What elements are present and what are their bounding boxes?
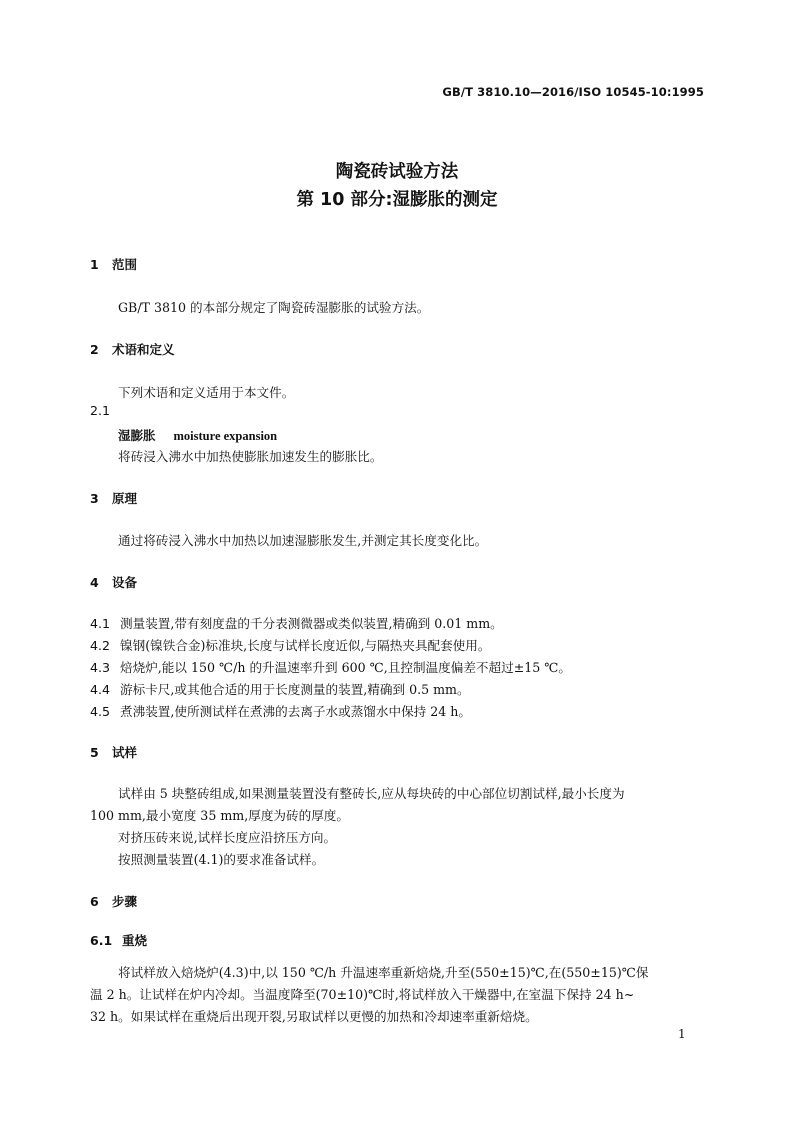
item-number: 4.5 xyxy=(90,704,111,719)
subsection-number: 6.1 xyxy=(90,933,113,948)
item-text: 测量装置,带有刻度盘的千分表测微器或类似装置,精确到 0.01 mm。 xyxy=(120,616,503,631)
document-subtitle: 第 10 部分:湿膨胀的测定 xyxy=(296,190,498,210)
section-title: 原理 xyxy=(112,491,138,506)
section-title: 步骤 xyxy=(112,894,138,909)
section-number: 1 xyxy=(90,257,99,272)
page-number: 1 xyxy=(678,1027,686,1041)
section-1-heading xyxy=(90,255,137,273)
paragraph: GB/T 3810 的本部分规定了陶瓷砖湿膨胀的试验方法。 xyxy=(118,300,430,315)
subsection-title: 重烧 xyxy=(122,933,148,948)
section-title: 试样 xyxy=(112,745,138,760)
section-6-heading xyxy=(90,892,137,910)
section-number: 2 xyxy=(90,342,99,357)
paragraph: 通过将砖浸入沸水中加热以加速湿膨胀发生,并测定其长度变化比。 xyxy=(118,533,488,548)
standard-code: GB/T 3810.10—2016/ISO 10545-10:1995 xyxy=(442,85,704,99)
section-2-heading xyxy=(90,340,175,358)
list-item xyxy=(90,679,470,698)
paragraph: 对挤压砖来说,试样长度应沿挤压方向。 xyxy=(118,830,337,845)
term-chinese: 湿膨胀 xyxy=(118,428,156,443)
paragraph-line: 试样由 5 块整砖组成,如果测量装置没有整砖长,应从每块砖的中心部位切割试样,最小长度为 xyxy=(118,786,625,801)
term-entry xyxy=(118,425,277,444)
paragraph-line: 将试样放入焙烧炉(4.3)中,以 150 ℃/h 升温速率重新焙烧,升至(550±15)℃,在(550±15)℃保 xyxy=(118,965,649,980)
section-5-heading xyxy=(90,743,137,761)
item-text: 镍钢(镍铁合金)标准块,长度与试样长度近似,与隔热夹具配套使用。 xyxy=(120,638,491,653)
item-number: 4.4 xyxy=(90,682,111,697)
item-number: 4.2 xyxy=(90,638,111,653)
list-item xyxy=(90,701,471,720)
section-number: 4 xyxy=(90,575,99,590)
section-number: 3 xyxy=(90,491,99,506)
section-title: 术语和定义 xyxy=(112,342,175,357)
item-number: 4.3 xyxy=(90,660,111,675)
subsection-6-1-heading xyxy=(90,931,147,949)
paragraph: 下列术语和定义适用于本文件。 xyxy=(118,385,295,400)
paragraph-line: 100 mm,最小宽度 35 mm,厚度为砖的厚度。 xyxy=(90,808,349,823)
item-text: 煮沸装置,使所测试样在煮沸的去离子水或蒸馏水中保持 24 h。 xyxy=(120,704,471,719)
term-definition: 将砖浸入沸水中加热使膨胀加速发生的膨胀比。 xyxy=(118,449,383,464)
item-text: 游标卡尺,或其他合适的用于长度测量的装置,精确到 0.5 mm。 xyxy=(120,682,470,697)
term-english: moisture expansion xyxy=(173,429,278,443)
section-title: 范围 xyxy=(112,257,138,272)
list-item xyxy=(90,657,571,676)
document-title: 陶瓷砖试验方法 xyxy=(335,162,459,182)
section-title: 设备 xyxy=(112,575,138,590)
section-4-heading xyxy=(90,573,137,591)
item-number: 4.1 xyxy=(90,616,111,631)
paragraph-line: 32 h。如果试样在重烧后出现开裂,另取试样以更慢的加热和冷却速率重新焙烧。 xyxy=(90,1009,538,1024)
list-item xyxy=(90,635,490,654)
paragraph: 按照测量装置(4.1)的要求准备试样。 xyxy=(118,852,325,867)
section-number: 5 xyxy=(90,745,99,760)
item-text: 焙烧炉,能以 150 ℃/h 的升温速率升到 600 ℃,且控制温度偏差不超过±15 ℃。 xyxy=(120,660,571,675)
section-3-heading xyxy=(90,489,137,507)
paragraph-line: 温 2 h。让试样在炉内冷却。当温度降至(70±10)℃时,将试样放入干燥器中,在室温下保持 24 h~ xyxy=(90,987,635,1002)
clause-number: 2.1 xyxy=(90,403,111,418)
list-item xyxy=(90,613,503,632)
section-number: 6 xyxy=(90,894,99,909)
